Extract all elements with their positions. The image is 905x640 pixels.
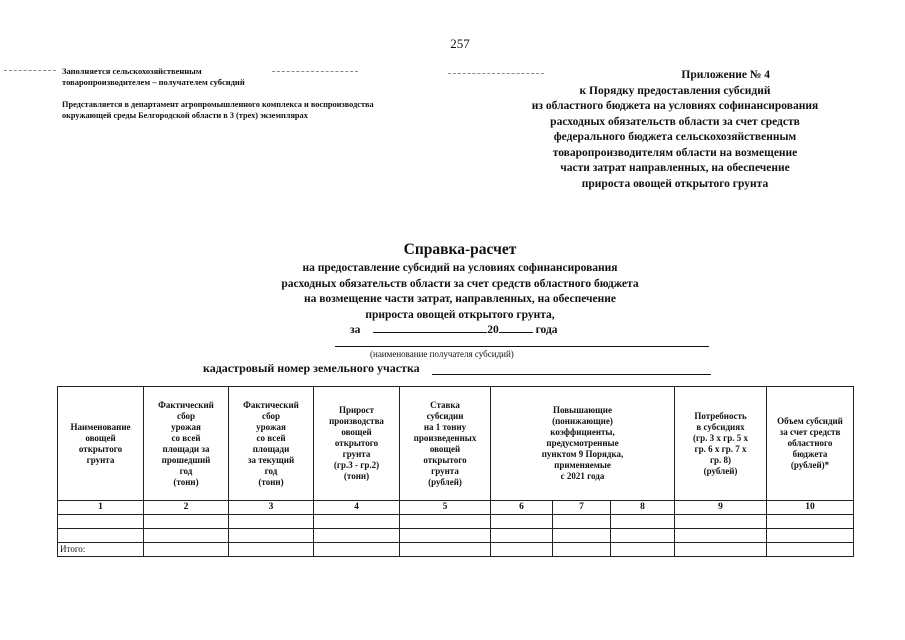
header-cell: Повышающие (понижающие) коэффициенты, предусмотренные пунктом 9 Порядка, применяемые с 2021 года xyxy=(491,387,675,501)
table-cell xyxy=(400,529,491,543)
column-number: 7 xyxy=(553,501,611,515)
table-cell xyxy=(767,529,854,543)
table-cell xyxy=(144,543,229,557)
cadastral-label: кадастровый номер земельного участка xyxy=(203,361,420,375)
period-year-blank xyxy=(499,321,533,333)
table-cell xyxy=(553,543,611,557)
table-cell xyxy=(491,515,553,529)
column-number: 10 xyxy=(767,501,854,515)
column-number: 3 xyxy=(229,501,314,515)
table-cell xyxy=(675,529,767,543)
table-cell xyxy=(553,529,611,543)
table-cell xyxy=(491,529,553,543)
table-cell xyxy=(144,515,229,529)
table-row xyxy=(58,529,854,543)
document-title: Справка-расчет xyxy=(403,241,517,258)
table-cell xyxy=(491,543,553,557)
table-cell xyxy=(314,543,400,557)
table-cell xyxy=(144,529,229,543)
header-cell: Фактический сбор урожая со всей площади за прошедший год (тонн) xyxy=(144,387,229,501)
table-cell xyxy=(767,543,854,557)
table-header-row xyxy=(58,387,854,501)
column-number-row xyxy=(58,501,854,515)
table-cell xyxy=(229,543,314,557)
table-cell xyxy=(58,515,144,529)
column-number: 8 xyxy=(611,501,675,515)
header-cell: Наименование овощей открытого грунта xyxy=(58,387,144,501)
table-cell xyxy=(611,515,675,529)
document-title-block xyxy=(220,241,700,323)
recipient-caption: (наименование получателя субсидий) xyxy=(370,349,514,359)
header-cell: Фактический сбор урожая со всей площади за текущий год (тонн) xyxy=(229,387,314,501)
table-cell xyxy=(611,529,675,543)
table-row xyxy=(58,515,854,529)
header-cell: Ставка субсидии на 1 тонну произведенных овощей открытого грунта (рублей) xyxy=(400,387,491,501)
header-cell: Объем субсидий за счет средств областного бюджета (рублей)* xyxy=(767,387,854,501)
document-subtitle: на предоставление субсидий на условиях софинансирования расходных обязательств области за счет средств областного бюджета на возмещение части затрат, направленных, на обеспечение прироста овощей открытого грунта, xyxy=(281,262,639,321)
table-cell xyxy=(400,515,491,529)
table-cell xyxy=(675,543,767,557)
period-line xyxy=(350,321,558,336)
appendix-block xyxy=(490,68,860,192)
period-date-blank xyxy=(373,321,487,333)
table-cell xyxy=(314,529,400,543)
header-cell: Прирост производства овощей открытого грунта (гр.3 - гр.2) (тонн) xyxy=(314,387,400,501)
table-cell xyxy=(58,529,144,543)
table-cell xyxy=(675,515,767,529)
table-cell xyxy=(767,515,854,529)
page-number: 257 xyxy=(450,36,470,51)
total-row xyxy=(58,543,854,557)
total-label: Итого: xyxy=(58,543,144,557)
column-number: 6 xyxy=(491,501,553,515)
column-number: 1 xyxy=(58,501,144,515)
table-cell xyxy=(314,515,400,529)
header-cell: Потребность в субсидиях (гр. 3 х гр. 5 х гр. 6 х гр. 7 х гр. 8) (рублей) xyxy=(675,387,767,501)
recipient-blank-line xyxy=(335,346,709,347)
period-suffix: года xyxy=(535,324,558,336)
column-number: 9 xyxy=(675,501,767,515)
table-cell xyxy=(611,543,675,557)
filled-by-note: Заполняется сельскохозяйственным товаропроизводителем – получателем субсидий xyxy=(62,66,245,87)
table-cell xyxy=(553,515,611,529)
table-cell xyxy=(400,543,491,557)
column-number: 4 xyxy=(314,501,400,515)
appendix-text: к Порядку предоставления субсидий из областного бюджета на условиях софинансирования расходных обязательств области за счет средств федерального бюджета сельскохозяйственным товаропроизводителям области на возмещение части затрат направленных, на обеспечение прироста овощей открытого грунта xyxy=(531,84,819,190)
cadastral-blank-line xyxy=(432,374,711,375)
column-number: 2 xyxy=(144,501,229,515)
table-cell xyxy=(229,515,314,529)
table-cell xyxy=(229,529,314,543)
scan-mark xyxy=(4,70,56,71)
submission-note: Представляется в департамент агропромышленного комплекса и воспроизводства окружающей среды Белгородской области в 3 (трех) экземплярах xyxy=(62,100,374,120)
period-prefix: за xyxy=(350,324,361,336)
subsidy-calc-table xyxy=(57,386,854,557)
column-number: 5 xyxy=(400,501,491,515)
appendix-heading: Приложение № 4 xyxy=(681,69,770,81)
period-year-prefix: 20 xyxy=(487,324,499,336)
